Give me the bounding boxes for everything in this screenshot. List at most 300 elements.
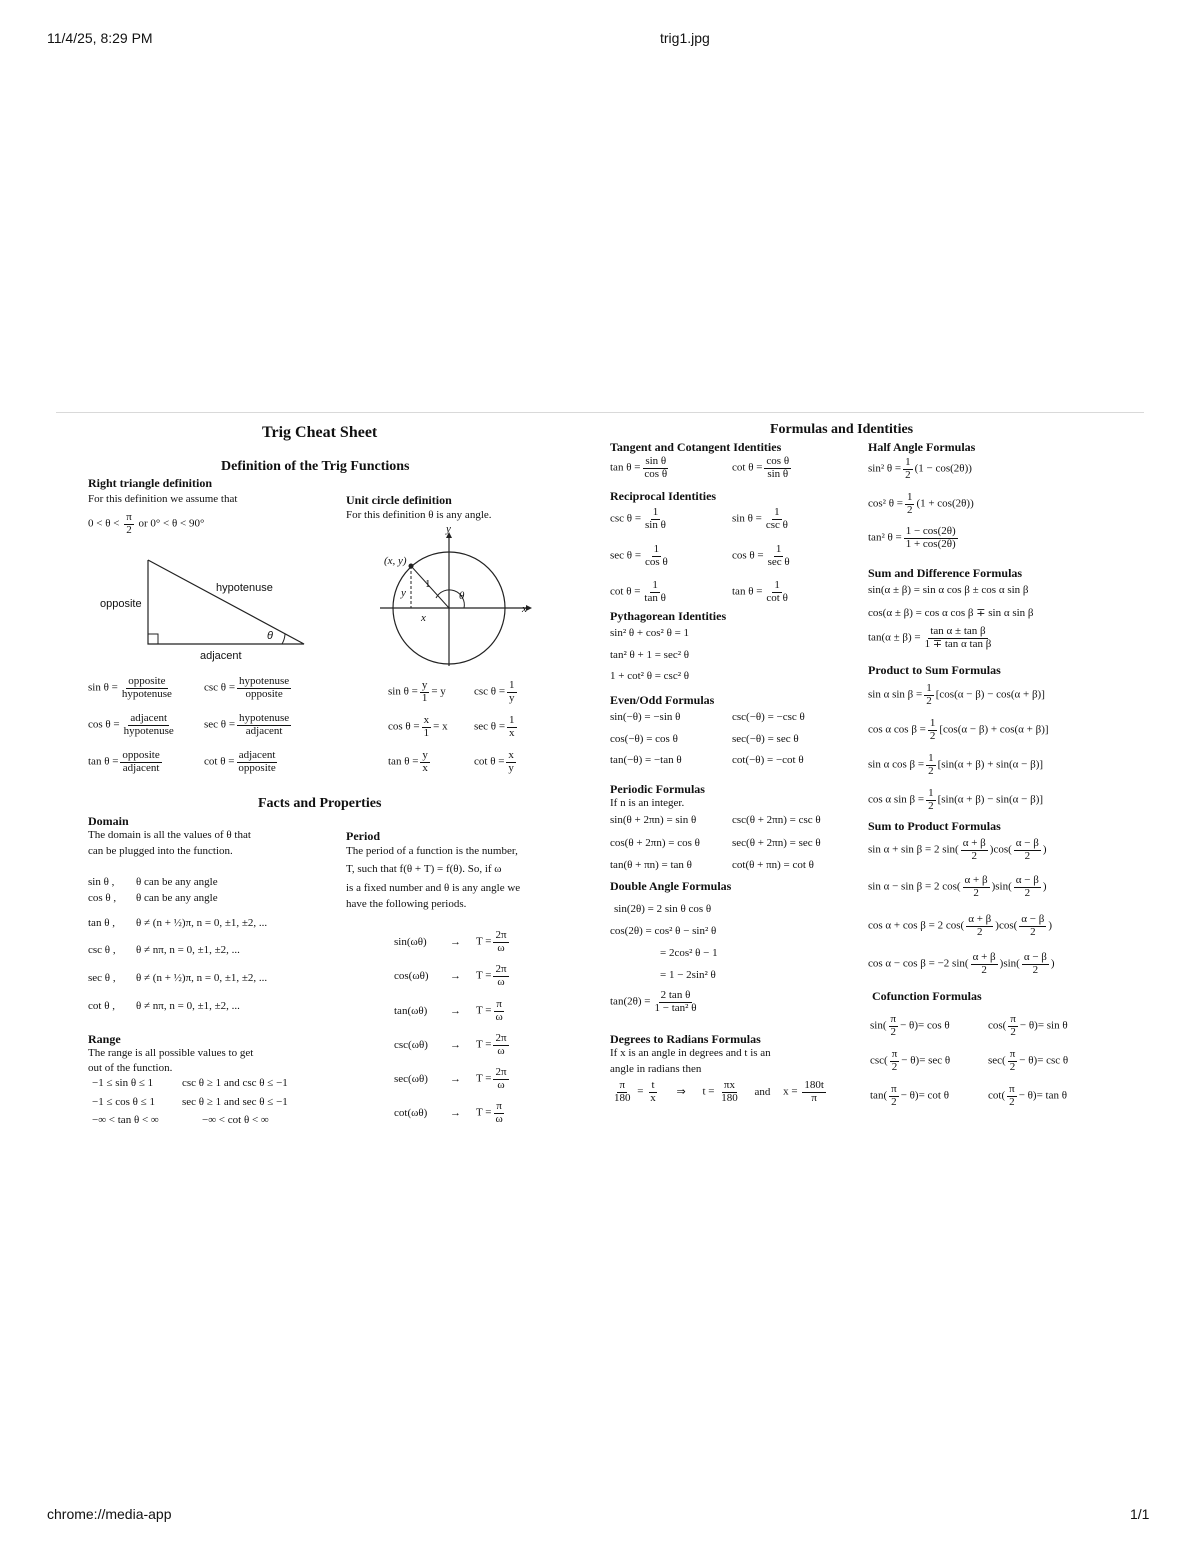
frac-den: 2: [1030, 925, 1036, 938]
degrees-text-1: If x is an angle in degrees and t is an: [610, 1047, 771, 1059]
identity-lhs: sin α sin β =: [868, 688, 923, 701]
frac-num: 1: [509, 714, 515, 726]
formula-a: cos(θ + 2πn) = cos θ: [610, 837, 700, 849]
frac-num: α + β: [968, 913, 992, 925]
reciprocal-identity: [610, 544, 672, 568]
periodic-row: [610, 814, 821, 826]
def-sec: [204, 713, 293, 737]
frac-den: 2: [928, 799, 934, 812]
def-lhs: csc θ =: [204, 681, 236, 694]
frac-den: 2: [891, 1095, 897, 1108]
frac-num: π: [496, 998, 502, 1010]
identity-rhs: [cos(α − β) + cos(α + β)]: [939, 723, 1049, 736]
frac-den: 1 − tan² θ: [654, 1001, 697, 1014]
identity-frac: [653, 990, 699, 1014]
period-arrow: →: [450, 1038, 461, 1051]
def-lhs: sec θ =: [474, 720, 506, 733]
formula-b: csc(θ + 2πn) = csc θ: [732, 814, 821, 826]
frac-den: x: [509, 726, 515, 739]
x-lhs: x =: [783, 1085, 798, 1098]
frac-den: 1 + cos(2θ): [905, 537, 956, 550]
frac-num: α + β: [964, 874, 988, 886]
reciprocal-identity: [732, 507, 792, 531]
frac-den: sec θ: [767, 555, 790, 568]
period-T: T =: [476, 1038, 492, 1051]
cofunction-minus: − θ: [900, 1019, 915, 1032]
frac-den: csc θ: [765, 518, 788, 531]
frac-num: α − β: [1021, 913, 1045, 925]
identity-rhs: (1 + cos(2θ)): [916, 497, 974, 510]
cofunction-fn: csc: [870, 1054, 885, 1067]
sum-difference-heading: Sum and Difference Formulas: [868, 566, 1023, 580]
frac-num: hypotenuse: [239, 712, 290, 724]
sum-to-product-row: sin α + sin β = 2 sin( $\frac{\alpha + \beta}{2}$ )cos( $\frac{\alpha - \beta}{2}$ ): [868, 837, 1047, 862]
def-frac: [236, 750, 277, 774]
def-frac: [420, 750, 430, 774]
def-frac: [120, 676, 174, 700]
frac-num: 1: [905, 456, 911, 468]
frac-den: opposite: [245, 687, 283, 700]
frac-num: 1: [774, 579, 780, 591]
frac-num: π: [496, 1100, 502, 1112]
frac-num: adjacent: [238, 749, 276, 761]
periodic-row: [610, 859, 814, 871]
period-frac: [493, 1033, 508, 1057]
cofunction-rhs: = sin θ: [1037, 1019, 1068, 1032]
cofunction-row: sin( $\frac{\pi}{2}$ − θ)= cos θ cos( $\frac{\pi}{2}$ − θ)= sin θ: [870, 1013, 1068, 1038]
triangle-shape: [148, 560, 304, 644]
cofunction-fn: sec: [988, 1054, 1003, 1067]
axis-x-label: x: [522, 603, 527, 615]
frac-den: π: [811, 1091, 817, 1104]
frac-den: 2: [1009, 1060, 1016, 1073]
def-sin: [88, 676, 176, 700]
identity-frac: [764, 507, 790, 531]
period-frac: [493, 930, 508, 954]
period-frac: [493, 1067, 508, 1091]
range-a: −1 ≤ cos θ ≤ 1: [92, 1096, 155, 1108]
cheat-sheet-image: [56, 412, 1144, 1132]
domain-fn: tan θ ,: [88, 917, 115, 929]
frac-den: ω: [497, 941, 505, 954]
cofunction-row: csc( $\frac{\pi}{2}$ − θ)= sec θ sec( $\frac{\pi}{2}$ − θ)= csc θ: [870, 1048, 1069, 1073]
frac-den: ω: [497, 1078, 505, 1091]
identity-mid: sin: [995, 880, 1009, 893]
frac-num: cos θ: [766, 455, 790, 467]
identity-frac: [966, 914, 993, 938]
domain-row: [88, 972, 267, 984]
identity-frac: [766, 544, 792, 568]
domain-desc: θ ≠ nπ, n = 0, ±1, ±2, ...: [136, 944, 240, 956]
domain-row: [88, 1000, 240, 1012]
formula-a: sin(θ + 2πn) = sin θ: [610, 814, 697, 826]
formula-b: sec(θ + 2πn) = sec θ: [732, 837, 821, 849]
cofunction-fn: tan: [870, 1089, 884, 1102]
def-lhs: sec θ =: [204, 718, 236, 731]
def-frac: [122, 713, 176, 737]
def-frac: [507, 715, 517, 739]
frac-den: 2: [1024, 886, 1031, 899]
period-arrow: →: [450, 935, 461, 948]
identity-lhs: sec θ =: [610, 549, 642, 562]
frac-num: 1: [775, 543, 782, 555]
def-tan: [88, 750, 164, 774]
identity-lhs: cos² θ =: [868, 497, 903, 510]
frac-den: 2: [973, 886, 979, 899]
frac-num: 2 tan θ: [660, 989, 691, 1001]
pi-over-two: [889, 1014, 899, 1038]
range-b: −∞ < cot θ < ∞: [202, 1114, 269, 1126]
frac-den: 2: [905, 468, 911, 481]
condition-text-b: or 0° < θ < 90°: [138, 517, 205, 530]
frac-den: tan θ: [644, 591, 666, 604]
half-frac: [924, 683, 934, 707]
domain-row: [88, 876, 218, 888]
frac-num: 1: [906, 491, 913, 503]
cofunction-rhs: = tan θ: [1036, 1089, 1068, 1102]
periodic-sub: If n is an integer.: [610, 797, 685, 809]
def-frac: [507, 680, 517, 704]
period-heading: Period: [346, 829, 380, 843]
frac-num: 1: [928, 787, 934, 799]
frac-den: 180: [614, 1091, 631, 1104]
frac-den: y: [509, 691, 515, 704]
period-text-4: have the following periods.: [346, 898, 467, 910]
frac-den: 1 ∓ tan α tan β: [924, 637, 992, 650]
identity-frac: [764, 580, 789, 604]
label-theta: θ: [267, 630, 273, 642]
frac-num: π: [619, 1079, 626, 1091]
cofunction-rhs: = cot θ: [918, 1089, 950, 1102]
range-heading: Range: [88, 1032, 121, 1046]
domain-text-1: The domain is all the values of θ that: [88, 829, 251, 841]
frac-num: y: [421, 679, 428, 691]
cofunction-rhs: = cos θ: [917, 1019, 950, 1032]
identity-frac: [642, 456, 669, 480]
half-angle-heading: Half Angle Formulas: [868, 440, 976, 454]
frac-num: opposite: [122, 749, 160, 761]
print-url: chrome://media-app: [47, 1506, 172, 1522]
def-lhs: sin θ =: [88, 681, 118, 694]
pythagorean-identity: sin² θ + cos² θ = 1: [610, 627, 690, 639]
reciprocal-identity: [610, 507, 670, 531]
def-lhs: csc θ =: [474, 685, 506, 698]
facts-title: Facts and Properties: [258, 796, 382, 811]
identity-lhs: sin θ =: [732, 512, 762, 525]
period-arrow: →: [450, 1004, 461, 1017]
frac-num: adjacent: [130, 712, 168, 724]
def-rhs: = x: [433, 720, 448, 733]
circle-point: [409, 564, 414, 569]
identity-rhs: [cos(α − β) − cos(α + β)]: [935, 688, 1045, 701]
double-angle-formula: = 1 − 2sin² θ: [660, 969, 716, 981]
range-text-1: The range is all possible values to get: [88, 1047, 254, 1059]
frac-num: α − β: [1015, 837, 1039, 849]
domain-heading: Domain: [88, 814, 129, 828]
def-csc: [204, 676, 293, 700]
degrees-formula: [610, 1080, 828, 1104]
identity-lhs: tan² θ =: [868, 531, 902, 544]
evenodd-heading: Even/Odd Formulas: [610, 693, 715, 707]
frac-den: x: [650, 1091, 656, 1104]
identity-frac: [961, 838, 988, 862]
frac-den: 2: [1009, 1095, 1015, 1108]
sum-difference-cos: cos(α ± β) = cos α cos β ∓ sin α sin β: [868, 607, 1034, 619]
reciprocal-identity: [732, 544, 794, 568]
formula-a: sin(−θ) = −sin θ: [610, 711, 681, 723]
frac-num: π: [890, 1013, 897, 1025]
period-frac: [493, 964, 508, 988]
period-text-1: The period of a function is the number,: [346, 845, 518, 857]
product-to-sum-row: [868, 788, 1043, 812]
formula-b: csc(−θ) = −csc θ: [732, 711, 805, 723]
identity-frac: [642, 580, 667, 604]
identity-frac: [1014, 875, 1041, 899]
identity-rhs: [sin(α + β) + sin(α − β)]: [937, 758, 1044, 771]
print-timestamp: 11/4/25, 8:29 PM: [47, 30, 153, 46]
axis-y-label: y: [446, 523, 451, 535]
frac-den: cos θ: [644, 467, 668, 480]
frac-num: 2π: [495, 1032, 507, 1044]
double-angle-formula: = 2cos² θ − 1: [660, 947, 718, 959]
frac-num: α − β: [1015, 874, 1039, 886]
domain-desc: θ can be any angle: [136, 892, 218, 904]
frac-den: 180: [721, 1091, 738, 1104]
def-cot: [204, 750, 280, 774]
frac-num: π: [891, 1048, 898, 1060]
frac-num: 1: [928, 752, 934, 764]
identity-frac: [764, 456, 791, 480]
domain-row: [88, 944, 240, 956]
period-arrow: →: [450, 1072, 461, 1085]
identity-frac: [1019, 914, 1046, 938]
identity-rhs: [sin(α + β) − sin(α − β)]: [937, 793, 1044, 806]
range-row: [92, 1077, 288, 1089]
period-fn: tan(ωθ): [394, 1004, 428, 1017]
identity-frac: [1022, 952, 1049, 976]
equals: =: [637, 1085, 644, 1098]
frac-num: π: [1010, 1013, 1016, 1025]
period-row: [394, 1067, 511, 1091]
domain-desc: θ ≠ nπ, n = 0, ±1, ±2, ...: [136, 1000, 240, 1012]
frac-den: x: [422, 761, 428, 774]
half-frac: [926, 788, 936, 812]
def-lhs: tan θ =: [388, 755, 419, 768]
frac-den: ω: [495, 1112, 503, 1125]
frac-num: x: [508, 749, 514, 761]
period-fn: cot(ωθ): [394, 1106, 428, 1119]
range-text-2: out of the function.: [88, 1062, 173, 1074]
frac-den: 2: [926, 694, 932, 707]
formula-a: tan(−θ) = −tan θ: [610, 754, 682, 766]
period-row: [394, 964, 511, 988]
period-arrow: →: [450, 969, 461, 982]
frac-den: 2: [1010, 1025, 1016, 1038]
period-fn: cos(ωθ): [394, 969, 429, 982]
frac-den: 2: [976, 925, 983, 938]
def-frac: [422, 715, 432, 739]
radius-label: 1: [425, 578, 431, 590]
def-frac: [420, 680, 430, 704]
range-a: −1 ≤ sin θ ≤ 1: [92, 1077, 154, 1089]
period-fn: csc(ωθ): [394, 1038, 428, 1051]
frac-den: sin θ: [645, 518, 666, 531]
domain-text-2: can be plugged into the function.: [88, 845, 233, 857]
frac-den: 2: [1024, 849, 1031, 862]
pi-over-two: [1008, 1014, 1018, 1038]
frac-num: hypotenuse: [239, 675, 290, 687]
sum-to-product-row: cos α − cos β = −2 sin( $\frac{\alpha + \beta}{2}$ )sin( $\frac{\alpha - \beta}{2}$ ): [868, 951, 1055, 976]
product-to-sum-row: [868, 683, 1045, 707]
uc-tan: [388, 750, 432, 774]
def-frac: [237, 676, 291, 700]
frac-num: y: [422, 749, 428, 761]
frac-den: 2: [981, 963, 987, 976]
product-to-sum-row: [868, 753, 1043, 777]
reciprocal-identity: [732, 580, 792, 604]
pythagorean-identity: 1 + cot² θ = csc² θ: [610, 670, 690, 682]
identity-lhs: cot θ =: [610, 585, 641, 598]
top-rule: [56, 412, 1144, 413]
cofunction-heading: Cofunction Formulas: [872, 989, 982, 1003]
def-lhs: tan θ =: [88, 755, 119, 768]
cofunction-row: tan( $\frac{\pi}{2}$ − θ)= cot θ cot( $\frac{\pi}{2}$ − θ)= tan θ: [870, 1083, 1068, 1108]
frac-den: adjacent: [122, 761, 160, 774]
double-angle-heading: Double Angle Formulas: [610, 879, 732, 893]
range-a: −∞ < tan θ < ∞: [92, 1114, 159, 1126]
condition-fraction: [124, 512, 134, 536]
frac-den: 2: [971, 849, 977, 862]
frac-num: 1: [652, 506, 659, 518]
formula-a: cos(−θ) = cos θ: [610, 733, 678, 745]
tangent-heading: Tangent and Cotangent Identities: [610, 440, 782, 454]
frac-num: sin θ: [645, 455, 667, 467]
double-angle-formula: cos(2θ) = cos² θ − sin² θ: [610, 925, 717, 937]
frac-num: α + β: [962, 837, 986, 849]
formulas-title: Formulas and Identities: [770, 422, 914, 437]
frac-den: ω: [497, 1044, 505, 1057]
angle-arc: [282, 634, 285, 644]
period-T: T =: [476, 1106, 492, 1119]
formula-b: cot(−θ) = −cot θ: [732, 754, 804, 766]
half-angle-cos: [868, 492, 974, 516]
pi-over-two: [1007, 1084, 1017, 1108]
frac-num: π: [1009, 1083, 1015, 1095]
period-frac: [493, 1101, 504, 1125]
frac-den: 2: [1032, 963, 1039, 976]
evenodd-row: [610, 754, 804, 766]
reciprocal-identity: [610, 580, 670, 604]
pythagorean-identity: tan² θ + 1 = sec² θ: [610, 649, 690, 661]
half-angle-tan: [868, 526, 960, 550]
frac-den: 2: [891, 1060, 898, 1073]
degrees-text-2: angle in radians then: [610, 1063, 702, 1075]
identity-frac: [1014, 838, 1041, 862]
frac-num: π: [126, 511, 132, 523]
reciprocal-heading: Reciprocal Identities: [610, 489, 717, 503]
t-lhs: t =: [702, 1085, 715, 1098]
periodic-heading: Periodic Formulas: [610, 782, 705, 796]
frac-den: cos θ: [645, 555, 668, 568]
domain-desc: θ can be any angle: [136, 876, 218, 888]
period-row: [394, 1101, 507, 1125]
def-lhs: cot θ =: [474, 755, 505, 768]
frac-den: ω: [495, 1010, 503, 1023]
sum-to-product-row: sin α − sin β = 2 cos( $\frac{\alpha + \beta}{2}$ )sin( $\frac{\alpha - \beta}{2}$ ): [868, 874, 1047, 899]
frac-den: 1: [423, 726, 430, 739]
period-T: T =: [476, 1072, 492, 1085]
pi-over-two: [1008, 1049, 1018, 1073]
frac-num: 1: [509, 679, 515, 691]
print-page-count: 1/1: [1130, 1506, 1150, 1522]
frac-num: 180t: [804, 1079, 824, 1091]
seg-y-label: y: [401, 587, 406, 599]
sum-difference-tan: [868, 626, 995, 650]
pi-over-two: [889, 1084, 899, 1108]
half-frac: [928, 718, 938, 742]
domain-desc: θ ≠ (n + ½)π, n = 0, ±1, ±2, ...: [136, 917, 268, 929]
frac-den: hypotenuse: [121, 687, 172, 700]
period-text-3: is a fixed number and θ is any angle we: [346, 882, 521, 894]
right-triangle-heading: Right triangle definition: [88, 476, 213, 490]
double-angle-formula: sin(2θ) = 2 sin θ cos θ: [614, 903, 712, 915]
frac-num: α + β: [972, 951, 996, 963]
frac-num: 1: [653, 543, 660, 555]
frac-num: 2π: [495, 929, 507, 941]
uc-cos: [388, 715, 448, 739]
identity-lhs: cot θ =: [732, 461, 763, 474]
cofunction-rhs: = csc θ: [1037, 1054, 1069, 1067]
uc-csc: [474, 680, 519, 704]
frac-den: 2: [928, 764, 934, 777]
formula-a: tan(θ + πn) = tan θ: [610, 859, 692, 871]
range-row: [92, 1096, 288, 1108]
period-text-2: T, such that f(θ + T) = f(θ). So, if ω: [346, 863, 502, 875]
identity-rhs: (1 − cos(2θ)): [914, 462, 972, 475]
identity-frac: [904, 526, 958, 550]
period-T: T =: [476, 935, 492, 948]
sum-to-product-row: cos α + cos β = 2 cos( $\frac{\alpha + \beta}{2}$ )cos( $\frac{\alpha - \beta}{2}$ ): [868, 913, 1053, 938]
frac-180t-pi: [802, 1080, 826, 1104]
uc-sin: [388, 680, 446, 704]
circle-theta-label: θ: [459, 590, 465, 602]
range-b: sec θ ≥ 1 and sec θ ≤ −1: [182, 1096, 288, 1108]
period-row: [394, 930, 511, 954]
identity-lhs: sin α + sin β = 2 sin: [868, 843, 956, 856]
cofunction-minus: − θ: [1018, 1089, 1033, 1102]
tan-identity: [610, 456, 671, 480]
cofunction-fn: cos: [988, 1019, 1003, 1032]
frac-den: 2: [890, 1025, 897, 1038]
period-row: [394, 999, 507, 1023]
def-frac: [237, 713, 291, 737]
frac-num: πx: [723, 1079, 735, 1091]
sum-difference-sin: sin(α ± β) = sin α cos β ± cos α sin β: [868, 584, 1029, 596]
def-lhs: cos θ =: [88, 718, 120, 731]
frac-den: 2: [906, 503, 913, 516]
right-angle-marker: [148, 634, 158, 644]
condition-text-a: 0 < θ <: [88, 517, 120, 530]
frac-num: 1: [926, 682, 932, 694]
half-frac: [903, 457, 913, 481]
period-T: T =: [476, 1004, 492, 1017]
identity-mid: cos: [998, 919, 1014, 932]
frac-den: adjacent: [245, 724, 283, 737]
def-rhs: = y: [431, 685, 446, 698]
identity-lhs: cos α − cos β = −2 sin: [868, 957, 965, 970]
identity-lhs: cos θ =: [732, 549, 764, 562]
frac-pi-180: [612, 1080, 633, 1104]
